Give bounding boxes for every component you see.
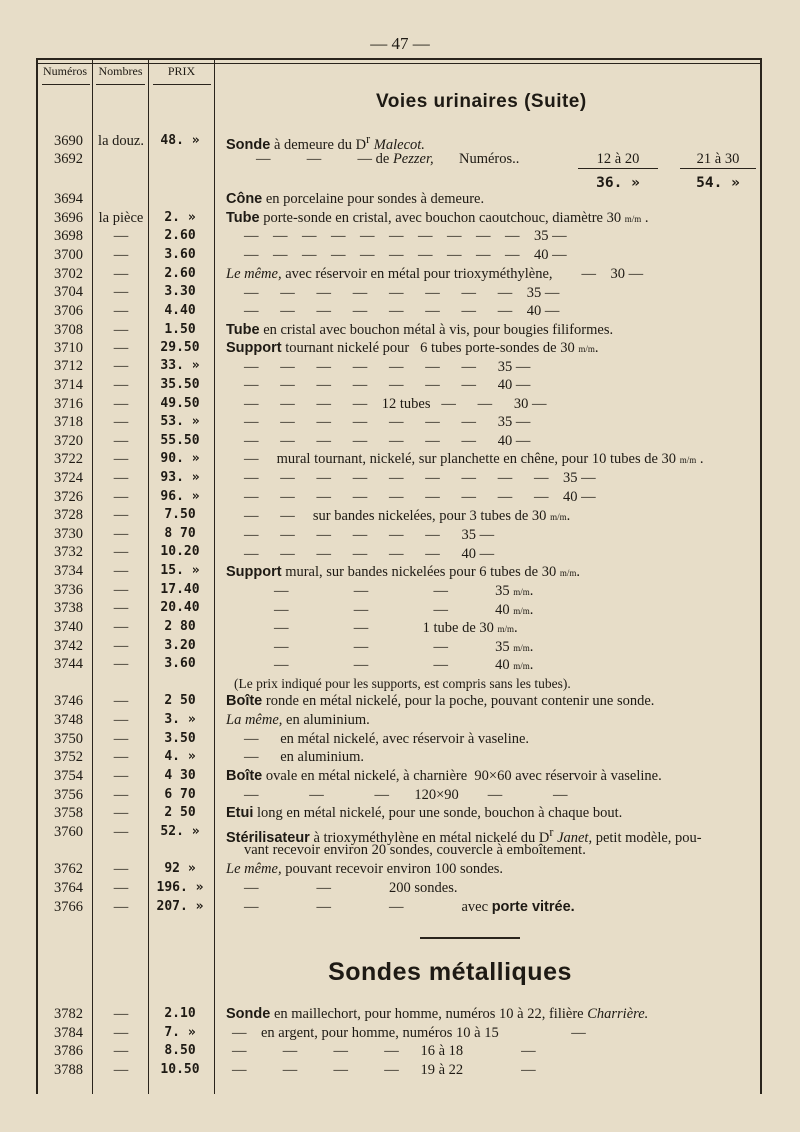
row-quantity-unit: — bbox=[113, 749, 129, 765]
desc-line: — — sur bandes nickelées, pour 3 tubes de 30 m/m. bbox=[244, 508, 571, 524]
row-number: 3756 bbox=[54, 787, 83, 803]
row-number: 3720 bbox=[54, 433, 83, 449]
row-quantity-unit: — bbox=[113, 563, 129, 579]
row-price: 2 50 bbox=[164, 805, 196, 820]
desc-line: — — — 35 m/m. bbox=[274, 583, 534, 599]
row-quantity-unit: — bbox=[113, 656, 129, 672]
row-quantity-unit: — bbox=[113, 1043, 129, 1059]
row-quantity-unit: — bbox=[113, 582, 129, 598]
row-price: 48. » bbox=[160, 133, 200, 148]
section-title-sondes-metalliques: Sondes métalliques bbox=[328, 958, 572, 986]
row-quantity-unit: — bbox=[113, 303, 129, 319]
row-quantity-unit: — bbox=[113, 451, 129, 467]
row-quantity-unit: — bbox=[113, 544, 129, 560]
desc-line: Le même, pouvant recevoir environ 100 sondes. bbox=[226, 861, 504, 877]
header-numeros: Numéros bbox=[43, 64, 87, 78]
desc-line: — — — 40 m/m. bbox=[274, 602, 534, 618]
desc-line: — — — — — — 40 — bbox=[244, 546, 495, 562]
row-price: 4.40 bbox=[164, 303, 196, 318]
row-price: 2.10 bbox=[164, 1006, 196, 1021]
row-quantity-unit: — bbox=[113, 1062, 129, 1078]
row-number: 3732 bbox=[54, 544, 83, 560]
row-number: 3724 bbox=[54, 470, 83, 486]
row-number: 3766 bbox=[54, 899, 83, 915]
row-quantity-unit: la pièce bbox=[98, 210, 144, 226]
row-number: 3752 bbox=[54, 749, 83, 765]
row-quantity-unit: — bbox=[113, 322, 129, 338]
row-number: 3740 bbox=[54, 619, 83, 635]
desc-line: — — — — 16 à 18 — bbox=[232, 1043, 536, 1059]
desc-line: — — — 120×90 — — bbox=[244, 787, 568, 803]
row-price: 96. » bbox=[160, 489, 200, 504]
row-quantity-unit: — bbox=[113, 787, 129, 803]
section-title-voies-urinaires: Voies urinaires (Suite) bbox=[376, 91, 587, 112]
row-number: 3744 bbox=[54, 656, 83, 672]
row-price: 53. » bbox=[160, 414, 200, 429]
desc-line: — — — — — — — — 40 — bbox=[244, 303, 560, 319]
row-price: 15. » bbox=[160, 563, 200, 578]
row-number: 3734 bbox=[54, 563, 83, 579]
row-price: 52. » bbox=[160, 824, 200, 839]
row-number: 3748 bbox=[54, 712, 83, 728]
desc-line: — en argent, pour homme, numéros 10 à 15 — bbox=[232, 1025, 586, 1041]
desc-line: — — — de Pezzer, Numéros.. bbox=[256, 151, 520, 167]
row-quantity-unit: — bbox=[113, 433, 129, 449]
desc-line: — — 200 sondes. bbox=[244, 880, 458, 896]
desc-line: — — — — — — — 35 — bbox=[244, 414, 531, 430]
row-price: 90. » bbox=[160, 451, 200, 466]
desc-line: — — — — — — — — — 35 — bbox=[244, 470, 596, 486]
row-number: 3762 bbox=[54, 861, 83, 877]
row-number: 3698 bbox=[54, 228, 83, 244]
column-divider bbox=[148, 58, 149, 1094]
row-quantity-unit: — bbox=[113, 470, 129, 486]
header-nombres: Nombres bbox=[98, 64, 143, 78]
row-number: 3758 bbox=[54, 805, 83, 821]
header-prix: PRIX bbox=[167, 64, 196, 78]
row-quantity-unit: — bbox=[113, 1006, 129, 1022]
row-quantity-unit: — bbox=[113, 861, 129, 877]
desc-line: Boîte ovale en métal nickelé, à charnière 90×60 avec réservoir à vaseline. bbox=[226, 768, 662, 784]
row-price: 35.50 bbox=[160, 377, 200, 392]
row-price: 2.60 bbox=[164, 266, 196, 281]
row-price: 2. » bbox=[164, 210, 196, 225]
desc-line: — — — — — — — 35 — bbox=[244, 359, 531, 375]
desc-line: vant recevoir environ 20 sondes, couvercle à emboîtement. bbox=[244, 842, 586, 858]
row-number: 3788 bbox=[54, 1062, 83, 1078]
row-number: 3692 bbox=[54, 151, 83, 167]
desc-line: Le même, avec réservoir en métal pour trioxyméthylène, — 30 — bbox=[226, 266, 644, 282]
row-number: 3700 bbox=[54, 247, 83, 263]
desc-line: — — — — 12 tubes — — 30 — bbox=[244, 396, 547, 412]
desc-line: — — — avec porte vitrée. bbox=[244, 899, 575, 915]
row-number: 3708 bbox=[54, 322, 83, 338]
row-price: 3.20 bbox=[164, 638, 196, 653]
row-number: 3690 bbox=[54, 133, 83, 149]
row-quantity-unit: — bbox=[113, 507, 129, 523]
row-price: 55.50 bbox=[160, 433, 200, 448]
row-price: 8 70 bbox=[164, 526, 196, 541]
row-number: 3704 bbox=[54, 284, 83, 300]
row-quantity-unit: — bbox=[113, 266, 129, 282]
row-number: 3702 bbox=[54, 266, 83, 282]
row-price: 7.50 bbox=[164, 507, 196, 522]
row-number: 3782 bbox=[54, 1006, 83, 1022]
row-number: 3696 bbox=[54, 210, 83, 226]
row-price: 29.50 bbox=[160, 340, 200, 355]
row-quantity-unit: — bbox=[113, 824, 129, 840]
row-number: 3710 bbox=[54, 340, 83, 356]
row-price: 20.40 bbox=[160, 600, 200, 615]
range-price-2: 54. » bbox=[696, 175, 740, 191]
row-price: 3.60 bbox=[164, 247, 196, 262]
desc-line: Tube en cristal avec bouchon métal à vis, pour bougies filiformes. bbox=[226, 322, 614, 338]
desc-line: Stérilisateur à trioxyméthylène en métal nickelé du $D^r$ Janet, petit modèle, pou- bbox=[226, 825, 702, 846]
row-quantity-unit: — bbox=[113, 396, 129, 412]
desc-line: — — — — — — — 40 — bbox=[244, 433, 531, 449]
header-rule bbox=[42, 84, 90, 85]
desc-line: — — — 40 m/m. bbox=[274, 657, 534, 673]
desc-line: Etui long en métal nickelé, pour une sonde, bouchon à chaque bout. bbox=[226, 805, 623, 821]
row-number: 3760 bbox=[54, 824, 83, 840]
row-price: 93. » bbox=[160, 470, 200, 485]
header-rule bbox=[153, 84, 211, 85]
row-price: 17.40 bbox=[160, 582, 200, 597]
row-quantity-unit: — bbox=[113, 358, 129, 374]
row-price: 49.50 bbox=[160, 396, 200, 411]
desc-line: Support tournant nickelé pour 6 tubes porte-sondes de 30 m/m. bbox=[226, 340, 599, 356]
row-number: 3714 bbox=[54, 377, 83, 393]
range-price-1: 36. » bbox=[596, 175, 640, 191]
row-price: 1.50 bbox=[164, 322, 196, 337]
row-quantity-unit: — bbox=[113, 377, 129, 393]
desc-line: — — — — — — 35 — bbox=[244, 527, 495, 543]
row-number: 3754 bbox=[54, 768, 83, 784]
row-price: 4 30 bbox=[164, 768, 196, 783]
desc-line: — en métal nickelé, avec réservoir à vaseline. bbox=[244, 731, 530, 747]
row-number: 3718 bbox=[54, 414, 83, 430]
row-quantity-unit: — bbox=[113, 619, 129, 635]
row-price: 10.20 bbox=[160, 544, 200, 559]
row-price: 8.50 bbox=[164, 1043, 196, 1058]
row-price: 2.60 bbox=[164, 228, 196, 243]
row-price: 2 50 bbox=[164, 693, 196, 708]
row-price: 6 70 bbox=[164, 787, 196, 802]
desc-line: Tube porte-sonde en cristal, avec bouchon caoutchouc, diamètre 30 m/m . bbox=[226, 210, 649, 226]
row-price: 7. » bbox=[164, 1025, 196, 1040]
row-quantity-unit: — bbox=[113, 600, 129, 616]
row-number: 3712 bbox=[54, 358, 83, 374]
desc-line: Cône en porcelaine pour sondes à demeure. bbox=[226, 191, 485, 207]
row-quantity-unit: — bbox=[113, 712, 129, 728]
row-price: 3.50 bbox=[164, 731, 196, 746]
row-quantity-unit: — bbox=[113, 731, 129, 747]
row-number: 3736 bbox=[54, 582, 83, 598]
row-number: 3694 bbox=[54, 191, 83, 207]
desc-line: — — — — — — — — — — 35 — bbox=[244, 228, 567, 244]
row-number: 3750 bbox=[54, 731, 83, 747]
desc-line: Support mural, sur bandes nickelées pour 6 tubes de 30 m/m. bbox=[226, 564, 580, 580]
desc-line: — — — — — — — 40 — bbox=[244, 377, 531, 393]
row-number: 3726 bbox=[54, 489, 83, 505]
row-quantity-unit: — bbox=[113, 805, 129, 821]
desc-line: — — — — — — — — — — 40 — bbox=[244, 247, 567, 263]
row-quantity-unit: — bbox=[113, 228, 129, 244]
row-number: 3746 bbox=[54, 693, 83, 709]
desc-line: Sonde en maillechort, pour homme, numéros 10 à 22, filière Charrière. bbox=[226, 1006, 649, 1022]
row-number: 3764 bbox=[54, 880, 83, 896]
column-divider bbox=[214, 58, 215, 1094]
row-quantity-unit: — bbox=[113, 340, 129, 356]
desc-line: Sonde à demeure du $D^r$ Malecot. bbox=[226, 132, 425, 153]
row-number: 3786 bbox=[54, 1043, 83, 1059]
row-price: 33. » bbox=[160, 358, 200, 373]
section-separator bbox=[420, 937, 520, 939]
row-quantity-unit: — bbox=[113, 526, 129, 542]
row-price: 196. » bbox=[156, 880, 204, 895]
row-quantity-unit: la douz. bbox=[98, 133, 144, 149]
desc-line: — — — — — — — — — 40 — bbox=[244, 489, 596, 505]
desc-line: Boîte ronde en métal nickelé, pour la poche, pouvant contenir une sonde. bbox=[226, 693, 655, 709]
desc-line: — en aluminium. bbox=[244, 749, 365, 765]
row-number: 3706 bbox=[54, 303, 83, 319]
desc-line: — — 1 tube de 30 m/m. bbox=[274, 620, 518, 636]
row-number: 3784 bbox=[54, 1025, 83, 1041]
row-quantity-unit: — bbox=[113, 768, 129, 784]
row-quantity-unit: — bbox=[113, 1025, 129, 1041]
row-number: 3742 bbox=[54, 638, 83, 654]
row-quantity-unit: — bbox=[113, 247, 129, 263]
desc-note: (Le prix indiqué pour les supports, est compris sans les tubes). bbox=[234, 676, 571, 691]
header-rule bbox=[96, 84, 145, 85]
row-price: 3.30 bbox=[164, 284, 196, 299]
row-price: 10.50 bbox=[160, 1062, 200, 1077]
row-quantity-unit: — bbox=[113, 489, 129, 505]
desc-line: — — — — — — — — 35 — bbox=[244, 285, 560, 301]
row-quantity-unit: — bbox=[113, 880, 129, 896]
size-range-1: 12 à 20 bbox=[578, 150, 658, 169]
row-price: 92 » bbox=[164, 861, 196, 876]
row-quantity-unit: — bbox=[113, 284, 129, 300]
row-number: 3730 bbox=[54, 526, 83, 542]
row-number: 3728 bbox=[54, 507, 83, 523]
row-price: 3.60 bbox=[164, 656, 196, 671]
row-number: 3722 bbox=[54, 451, 83, 467]
row-price: 2 80 bbox=[164, 619, 196, 634]
desc-line: — mural tournant, nickelé, sur planchette en chêne, pour 10 tubes de 30 m/m . bbox=[244, 451, 704, 467]
size-range-2: 21 à 30 bbox=[680, 150, 756, 169]
row-quantity-unit: — bbox=[113, 638, 129, 654]
column-divider bbox=[92, 58, 93, 1094]
row-price: 3. » bbox=[164, 712, 196, 727]
row-quantity-unit: — bbox=[113, 414, 129, 430]
desc-line: — — — — 19 à 22 — bbox=[232, 1062, 536, 1078]
row-quantity-unit: — bbox=[113, 693, 129, 709]
row-price: 207. » bbox=[156, 899, 204, 914]
desc-line: — — — 35 m/m. bbox=[274, 639, 534, 655]
row-number: 3738 bbox=[54, 600, 83, 616]
page-number: — 47 — bbox=[370, 34, 430, 53]
row-price: 4. » bbox=[164, 749, 196, 764]
desc-line: La même, en aluminium. bbox=[226, 712, 370, 728]
row-quantity-unit: — bbox=[113, 899, 129, 915]
row-number: 3716 bbox=[54, 396, 83, 412]
